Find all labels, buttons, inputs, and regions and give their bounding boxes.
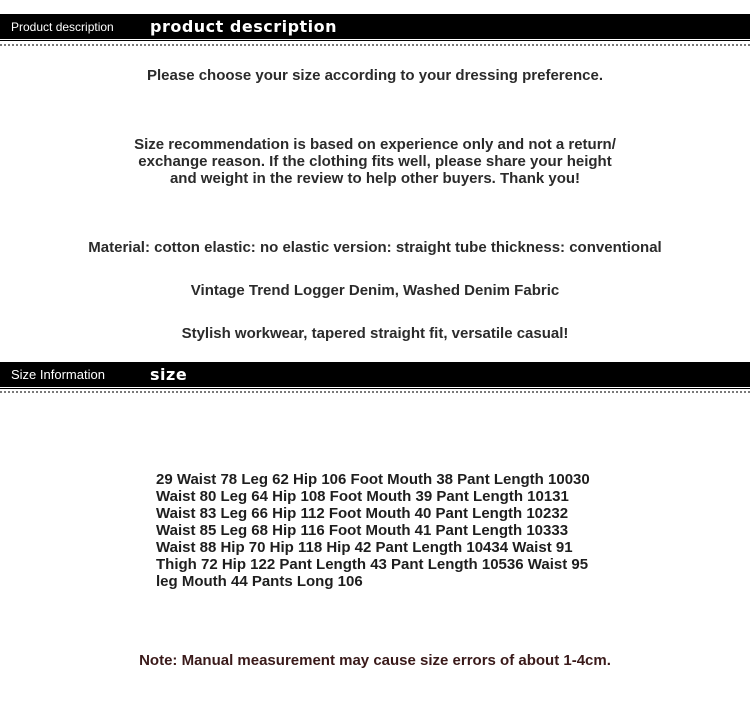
- section-title: size: [150, 365, 188, 384]
- material-text: Material: cotton elastic: no elastic version: straight tube thickness: conventional: [88, 239, 662, 256]
- style-text: Stylish workwear, tapered straight fit, versatile casual!: [181, 325, 569, 342]
- size-table-text: 29 Waist 78 Leg 62 Hip 106 Foot Mouth 38 Pant Length 10030 Waist 80 Leg 64 Hip 108 Foot Mouth 39 Pant Length 10131 Waist 83 Leg 66 Hip 112 Foot Mouth 40 Pant Length 10232 Waist 85 Leg 68 Hip 116 Foot Mouth 41 Pant Length 10333 Waist 88 Hip 70 Hip 118 Hip 42 Pant Length 10434 Waist 91 Thigh 72 Hip 122 Pant Length 43 Pant Length 10536 Waist 95 leg Mouth 44 Pants Long 106: [156, 471, 590, 590]
- section-title: product description: [150, 17, 338, 36]
- dotted-divider: [0, 391, 750, 393]
- section-label-english: Size Information: [11, 367, 105, 382]
- dotted-divider: [0, 44, 750, 46]
- divider-line: [0, 40, 750, 41]
- size-recommendation-text: Size recommendation is based on experience only and not a return/ exchange reason. If the clothing fits well, please share your height and weight in the review to help other buyers. Thank you!: [134, 136, 616, 187]
- fabric-text: Vintage Trend Logger Denim, Washed Denim Fabric: [190, 282, 560, 299]
- section-header-size-information: [0, 362, 750, 387]
- intro-text: Please choose your size according to your dressing preference.: [147, 67, 603, 84]
- measurement-note: Note: Manual measurement may cause size errors of about 1-4cm.: [139, 652, 611, 669]
- divider-line: [0, 388, 750, 389]
- section-label-english: Product description: [11, 19, 114, 34]
- section-header-product-description: [0, 14, 750, 39]
